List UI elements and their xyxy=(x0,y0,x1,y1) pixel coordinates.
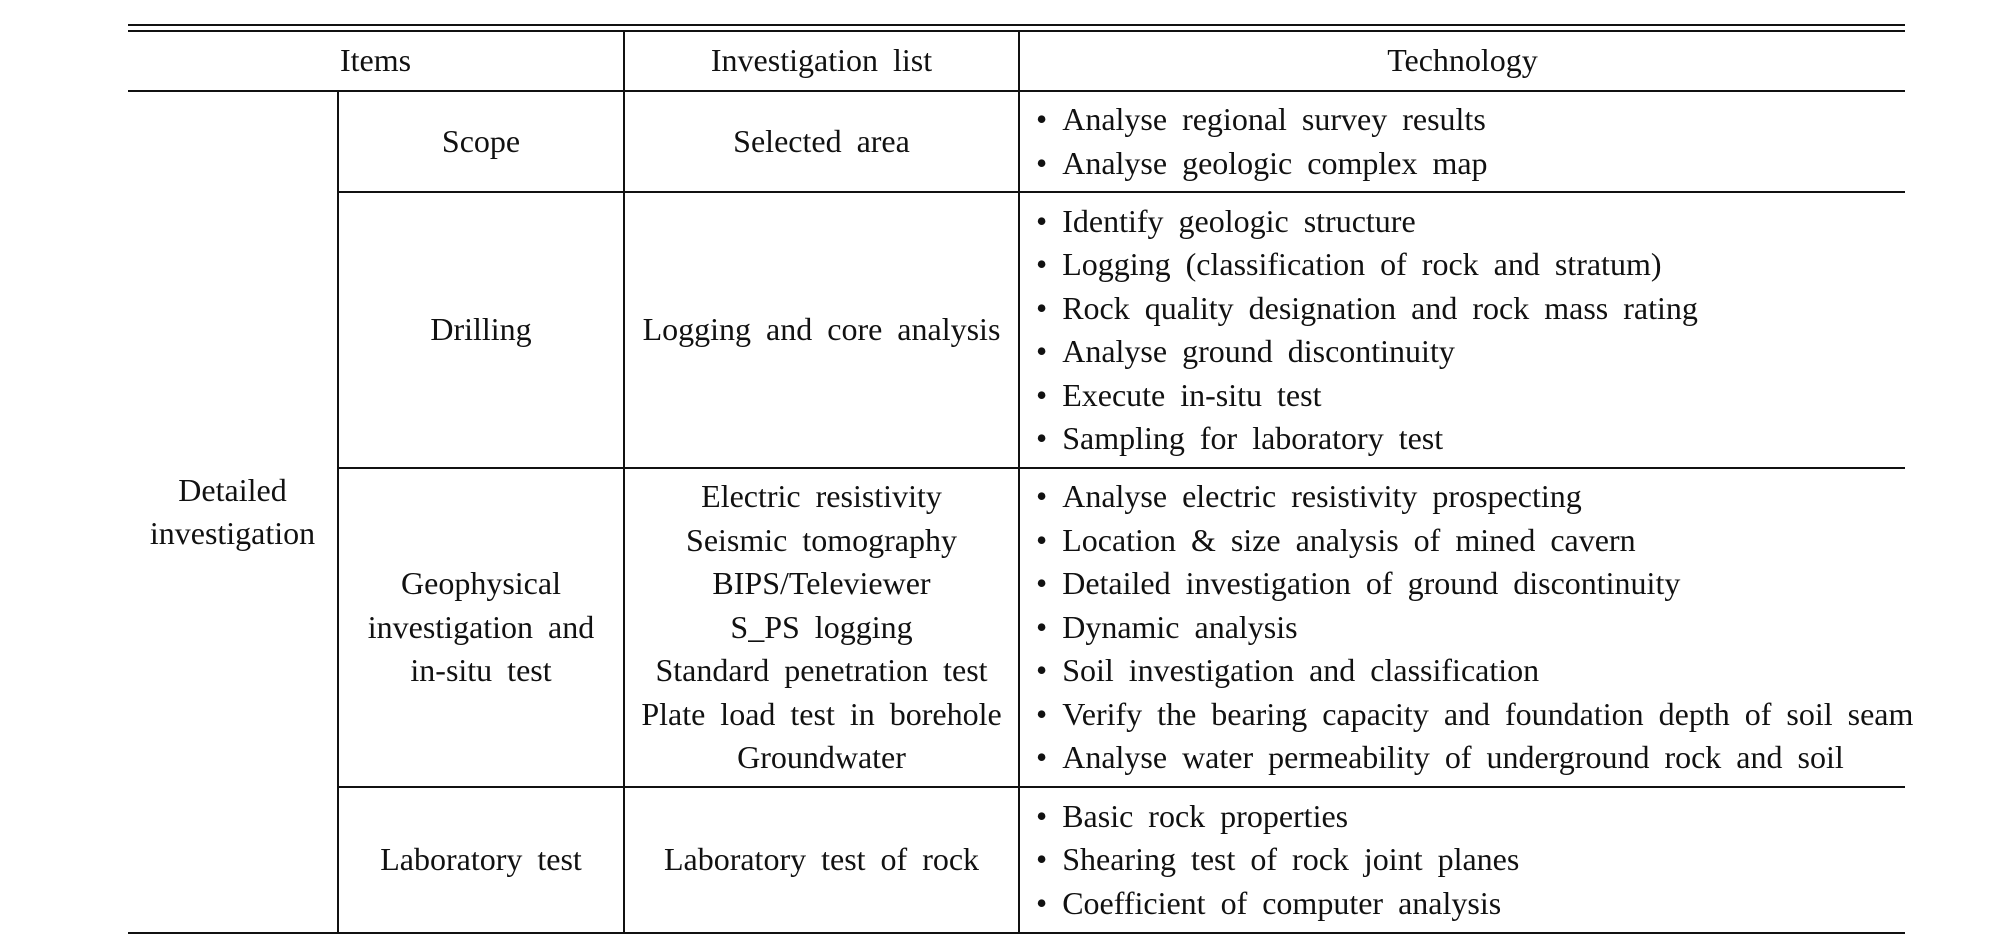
investigation-cell xyxy=(624,468,1019,787)
item-cell: Drilling xyxy=(338,192,624,468)
technology-item: • Execute in-situ test xyxy=(1036,374,1905,418)
technology-item: • Logging (classification of rock and stratum) xyxy=(1036,243,1905,287)
technology-item: • Analyse geologic complex map xyxy=(1036,142,1905,186)
investigation-item: Plate load test in borehole xyxy=(641,695,1002,732)
technology-item: • Analyse electric resistivity prospecting xyxy=(1036,475,1905,519)
investigation-item: Seismic tomography xyxy=(686,521,957,558)
investigation-cell xyxy=(624,192,1019,468)
investigation-item: Selected area xyxy=(733,122,910,159)
header-technology: Technology xyxy=(1019,31,1905,91)
technology-item: • Identify geologic structure xyxy=(1036,200,1905,244)
technology-item: • Rock quality designation and rock mass rating xyxy=(1036,287,1905,331)
investigation-item: BIPS/Televiewer xyxy=(712,565,931,602)
header-investigation-list: Investigation list xyxy=(624,31,1019,91)
technology-item: • Analyse ground discontinuity xyxy=(1036,330,1905,374)
technology-item: • Analyse water permeability of underground rock and soil xyxy=(1036,736,1905,780)
technology-cell xyxy=(1019,787,1905,933)
header-row xyxy=(128,31,1905,91)
investigation-item: S_PS logging xyxy=(730,608,913,645)
technology-item: • Shearing test of rock joint planes xyxy=(1036,838,1905,882)
technology-item: • Coefficient of computer analysis xyxy=(1036,882,1905,926)
technology-item: • Detailed investigation of ground discontinuity xyxy=(1036,562,1905,606)
main-item-label: Detailed investigation xyxy=(149,471,316,551)
investigation-item: Logging and core analysis xyxy=(642,311,1001,348)
technology-item: • Soil investigation and classification xyxy=(1036,649,1905,693)
technology-item: • Basic rock properties xyxy=(1036,795,1905,839)
investigation-item: Laboratory test of rock xyxy=(663,841,980,878)
investigation-table-container xyxy=(128,24,1914,934)
technology-item: • Analyse regional survey results xyxy=(1036,98,1905,142)
item-label: Geophysical investigation and in-situ test xyxy=(367,565,595,689)
item-cell xyxy=(338,468,624,787)
investigation-item: Groundwater xyxy=(737,739,906,776)
investigation-cell xyxy=(624,787,1019,933)
investigation-item: Standard penetration test xyxy=(655,652,988,689)
technology-cell xyxy=(1019,91,1905,192)
technology-item: • Sampling for laboratory test xyxy=(1036,417,1905,461)
investigation-item: Electric resistivity xyxy=(701,478,942,515)
header-items: Items xyxy=(128,31,624,91)
technology-cell xyxy=(1019,192,1905,468)
technology-item: • Verify the bearing capacity and foundation depth of soil seam xyxy=(1036,693,1905,737)
technology-item: • Location & size analysis of mined cavern xyxy=(1036,519,1905,563)
main-item-cell xyxy=(128,91,338,933)
table-row xyxy=(128,192,1905,468)
technology-cell xyxy=(1019,468,1914,787)
table-row xyxy=(128,787,1905,933)
table-row xyxy=(128,468,1905,787)
investigation-table xyxy=(128,30,1914,934)
table-top-double-rule xyxy=(128,24,1905,26)
table-row xyxy=(128,91,1905,192)
technology-item: • Dynamic analysis xyxy=(1036,606,1905,650)
item-cell: Scope xyxy=(338,91,624,192)
item-cell: Laboratory test xyxy=(338,787,624,933)
investigation-cell xyxy=(624,91,1019,192)
